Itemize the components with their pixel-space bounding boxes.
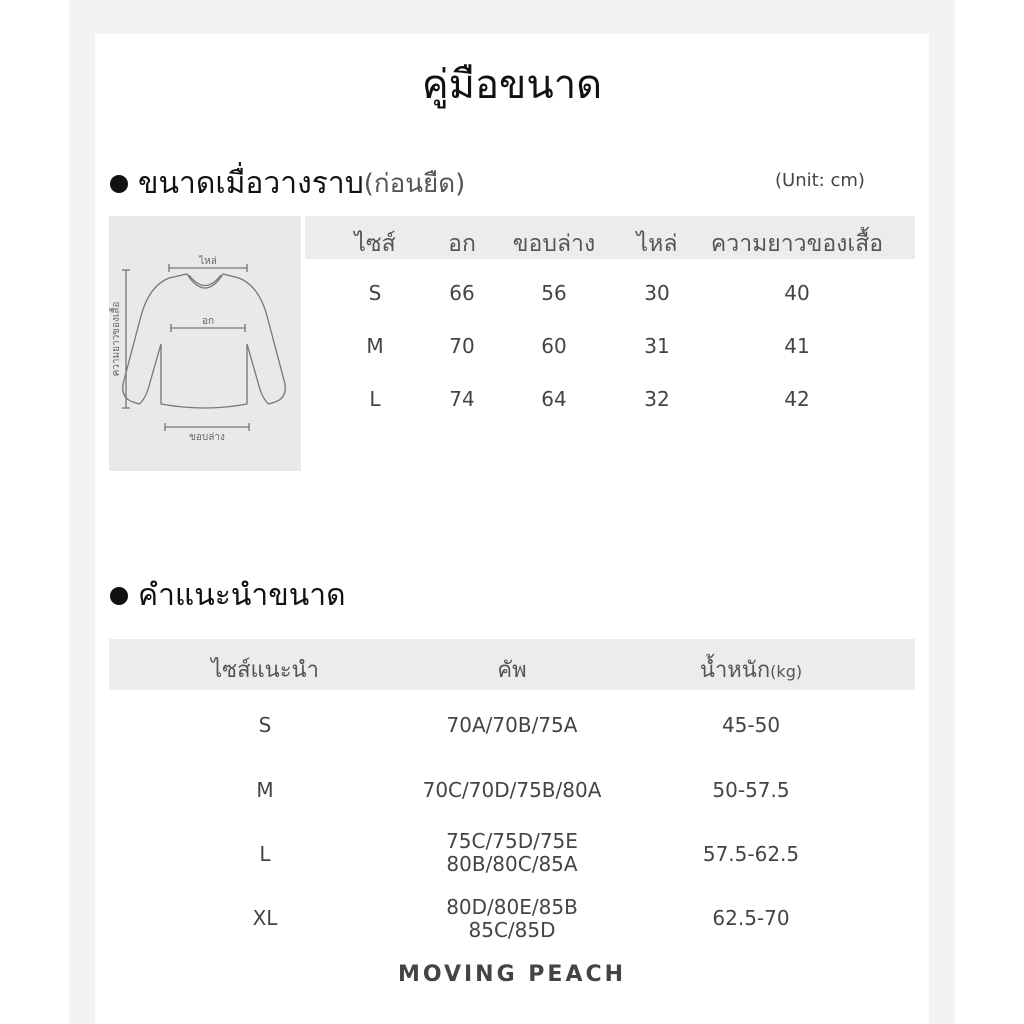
column-header-weight [700,652,802,687]
section-flat-size-heading [110,160,465,207]
bullet-icon [110,175,128,193]
table-cell: 70A/70B/75A [446,713,578,737]
table-cell: 66 [449,281,475,305]
table-cell: 56 [541,281,567,305]
section-flat-size-subtitle: (ก่อนยืด) [363,169,466,199]
table-cell: S [258,713,272,737]
table-cell: 85C/85D [468,918,556,942]
table-cell: 41 [784,334,810,358]
diagram-length-label: ความยาวของเสื้อ [111,301,122,377]
weight-unit: (kg) [770,662,803,681]
table-cell: 42 [784,387,810,411]
page-title: คู่มือขนาด [421,62,603,108]
unit-label: (Unit: cm) [775,170,865,191]
table-cell: L [259,842,271,866]
table-cell: M [366,334,384,358]
table-cell: 45-50 [721,713,781,737]
diagram-chest-label: อก [201,316,215,327]
diagram-hem-label: ขอบล่าง [189,432,225,443]
table-cell: 80D/80E/85B [446,895,578,919]
table-cell: M [256,778,274,802]
table-cell: 30 [644,281,670,305]
section-flat-size-title: ขนาดเมื่อวางราบ [138,166,364,201]
table-cell: 31 [644,334,670,358]
section-recommend-heading [110,572,346,619]
diagram-shoulder-label: ไหล่ [199,256,217,267]
table-cell: 60 [541,334,567,358]
table-cell: 75C/75D/75E [446,829,578,853]
column-header-length: ความยาวของเสื้อ [710,231,884,257]
column-header-recommended-size: ไซส์แนะนำ [211,658,319,683]
column-header-chest: อก [448,231,476,257]
table-cell: 57.5-62.5 [702,842,800,866]
table-cell: XL [252,906,278,930]
table-cell: S [368,281,382,305]
section-recommend-title: คำแนะนำขนาด [138,578,346,613]
brand-logo: MOVING PEACH [397,962,627,987]
table-cell: 40 [784,281,810,305]
shirt-outline-icon [109,216,301,471]
column-header-shoulder: ไหล่ [636,231,678,257]
column-header-cup: คัพ [497,658,527,683]
column-header-size: ไซส์ [354,231,396,257]
table-cell: 50-57.5 [712,778,790,802]
table-cell: L [369,387,381,411]
column-header-hem: ขอบล่าง [512,231,596,257]
table-cell: 62.5-70 [712,906,790,930]
shirt-diagram [109,216,301,471]
table-cell: 80B/80C/85A [446,852,578,876]
bullet-icon [110,587,128,605]
table-cell: 32 [644,387,670,411]
weight-label: น้ำหนัก [699,658,771,683]
table-cell: 70 [449,334,475,358]
table-cell: 74 [449,387,475,411]
table-cell: 70C/70D/75B/80A [422,778,602,802]
table-cell: 64 [541,387,567,411]
